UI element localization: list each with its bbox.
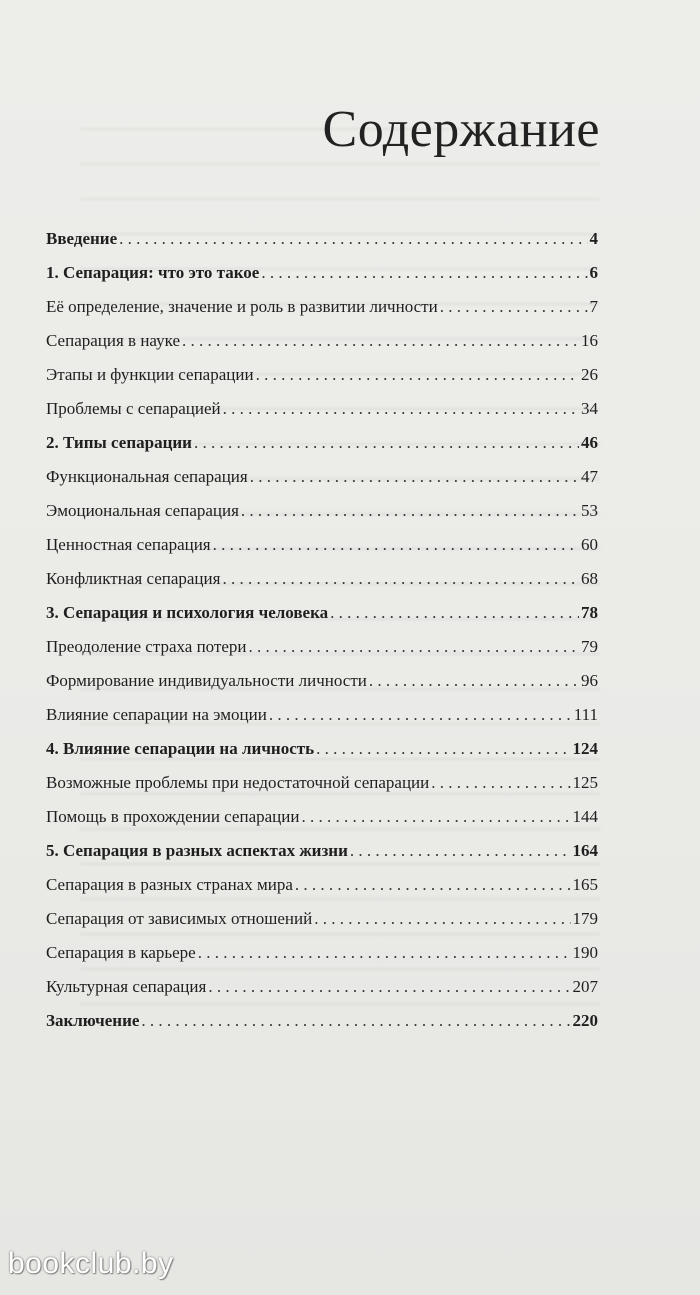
toc-entry-label: Функциональная сепарация xyxy=(46,467,248,486)
toc-section-row xyxy=(46,467,598,487)
toc-page-number: 79 xyxy=(581,637,598,656)
toc-page-number: 34 xyxy=(581,399,598,418)
toc-entry-label: Сепарация в разных странах мира xyxy=(46,875,293,894)
toc-section-row xyxy=(46,705,598,725)
toc-section-row xyxy=(46,297,598,317)
toc-page-number: 111 xyxy=(573,705,598,724)
toc-entry-label: Введение xyxy=(46,229,118,248)
dot-leader xyxy=(369,671,579,691)
toc-chapter-row xyxy=(46,603,598,623)
toc-entry-label: Сепарация от зависимых отношений xyxy=(46,909,313,928)
toc-page-number: 60 xyxy=(581,535,598,554)
dot-leader xyxy=(208,977,570,997)
toc-page-number: 7 xyxy=(589,297,598,316)
toc-entry-label: Культурная сепарация xyxy=(46,977,207,996)
toc-section-row xyxy=(46,535,598,555)
toc-page-number: 46 xyxy=(581,433,598,452)
dot-leader xyxy=(223,399,579,419)
toc-section-row xyxy=(46,501,598,521)
toc-section-row xyxy=(46,977,598,997)
toc-page-number: 68 xyxy=(581,569,598,588)
toc-entry-label: Ценностная сепарация xyxy=(46,535,211,554)
toc-chapter-row xyxy=(46,1011,598,1031)
toc-entry-label: Её определение, значение и роль в развитии личности xyxy=(46,297,438,316)
dot-leader xyxy=(241,501,579,521)
toc-entry-label: Заключение xyxy=(46,1011,140,1030)
toc-section-row xyxy=(46,331,598,351)
toc-section-row xyxy=(46,569,598,589)
toc-chapter-row xyxy=(46,433,598,453)
toc-entry-label: 2. Типы сепарации xyxy=(46,433,192,452)
toc-section-row xyxy=(46,943,598,963)
toc-page-number: 164 xyxy=(572,841,598,860)
toc-page-number: 124 xyxy=(572,739,598,758)
dot-leader xyxy=(261,263,587,283)
dot-leader xyxy=(256,365,579,385)
dot-leader xyxy=(269,705,572,725)
toc-page-number: 4 xyxy=(589,229,598,248)
toc-page-number: 190 xyxy=(572,943,598,962)
toc-section-row xyxy=(46,671,598,691)
dot-leader xyxy=(440,297,588,317)
toc-entry-label: Сепарация в карьере xyxy=(46,943,196,962)
toc-entry-label: 1. Сепарация: что это такое xyxy=(46,263,260,282)
dot-leader xyxy=(213,535,579,555)
toc-section-row xyxy=(46,399,598,419)
toc-entry-label: Преодоление страха потери xyxy=(46,637,247,656)
dot-leader xyxy=(301,807,570,827)
toc-section-row xyxy=(46,909,598,929)
toc-chapter-row xyxy=(46,263,598,283)
toc-page-number: 165 xyxy=(572,875,598,894)
toc-page-number: 6 xyxy=(589,263,598,282)
dot-leader xyxy=(141,1011,570,1031)
toc-entry-label: 3. Сепарация и психология человека xyxy=(46,603,329,622)
dot-leader xyxy=(119,229,587,249)
toc-chapter-row xyxy=(46,229,598,249)
dot-leader xyxy=(250,467,579,487)
toc-page-number: 78 xyxy=(581,603,598,622)
table-of-contents xyxy=(46,229,598,1045)
toc-section-row xyxy=(46,365,598,385)
toc-section-row xyxy=(46,637,598,657)
toc-entry-label: 4. Влияние сепарации на личность xyxy=(46,739,315,758)
toc-entry-label: Этапы и функции сепарации xyxy=(46,365,254,384)
toc-entry-label: Формирование индивидуальности личности xyxy=(46,671,367,690)
toc-entry-label: Помощь в прохождении сепарации xyxy=(46,807,300,826)
dot-leader xyxy=(316,739,570,759)
dot-leader xyxy=(350,841,571,861)
toc-entry-label: Эмоциональная сепарация xyxy=(46,501,239,520)
toc-entry-label: Влияние сепарации на эмоции xyxy=(46,705,267,724)
toc-page-number: 220 xyxy=(572,1011,598,1030)
page-title: Содержание xyxy=(322,101,600,158)
watermark-logo: bookclub.by xyxy=(8,1247,174,1280)
toc-page-number: 53 xyxy=(581,501,598,520)
toc-section-row xyxy=(46,773,598,793)
toc-entry-label: 5. Сепарация в разных аспектах жизни xyxy=(46,841,348,860)
toc-page-number: 207 xyxy=(572,977,598,996)
toc-page-number: 47 xyxy=(581,467,598,486)
toc-page-number: 144 xyxy=(572,807,598,826)
toc-chapter-row xyxy=(46,739,598,759)
dot-leader xyxy=(330,603,579,623)
dot-leader xyxy=(314,909,570,929)
toc-section-row xyxy=(46,875,598,895)
toc-page-number: 16 xyxy=(581,331,598,350)
toc-entry-label: Сепарация в науке xyxy=(46,331,180,350)
toc-entry-label: Конфликтная сепарация xyxy=(46,569,221,588)
toc-section-row xyxy=(46,807,598,827)
dot-leader xyxy=(431,773,570,793)
dot-leader xyxy=(194,433,579,453)
toc-page-number: 96 xyxy=(581,671,598,690)
dot-leader xyxy=(249,637,579,657)
toc-entry-label: Возможные проблемы при недостаточной сепарации xyxy=(46,773,430,792)
dot-leader xyxy=(198,943,571,963)
dot-leader xyxy=(182,331,579,351)
toc-page-number: 26 xyxy=(581,365,598,384)
toc-chapter-row xyxy=(46,841,598,861)
toc-page-number: 125 xyxy=(572,773,598,792)
dot-leader xyxy=(295,875,571,895)
toc-page-number: 179 xyxy=(572,909,598,928)
toc-entry-label: Проблемы с сепарацией xyxy=(46,399,221,418)
dot-leader xyxy=(222,569,579,589)
